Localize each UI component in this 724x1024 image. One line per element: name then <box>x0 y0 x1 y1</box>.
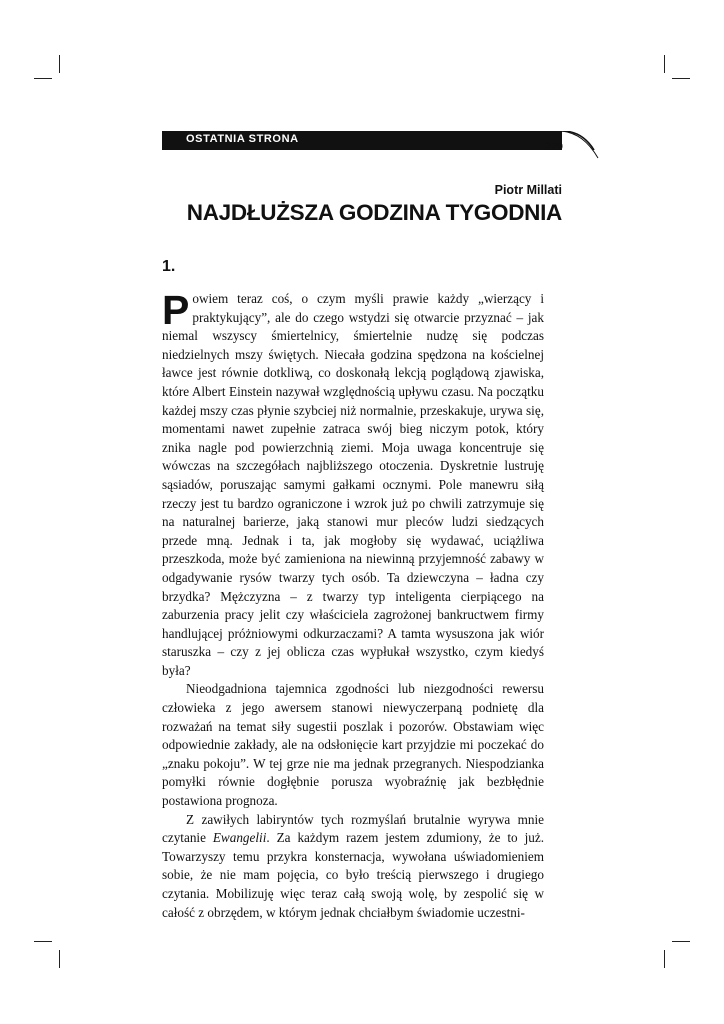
paragraph <box>162 811 544 923</box>
crop-mark <box>672 78 690 79</box>
drop-cap: P <box>162 287 190 333</box>
paragraph: Nieodgadniona tajemnica zgodności lub niezgodności rewersu człowieka z jego awersem stanowi niewyczerpaną podnietę dla rozważań na temat siły sugestii poszlak i pozorów. Obstawiam więc odpowiednie zakłady, ale na odsłonięcie kart przyjdzie mi poczekać do „znaku pokoju”. W tej grze nie ma jednak przegranych. Niespodzianka pomyłki równie dogłębnie porusza wyobraźnię jak bezbłędnie postawiona prognoza. <box>162 681 544 809</box>
article-body <box>162 287 544 922</box>
article-title: NAJDŁUŻSZA GODZINA TYGODNIA <box>186 200 562 225</box>
paragraph <box>162 287 544 680</box>
section-number: 1. <box>162 258 176 275</box>
crop-mark <box>672 941 690 942</box>
crop-mark <box>664 55 665 73</box>
paragraph-text: owiem teraz coś, o czym myśli prawie każdy „wierzący i praktykujący”, ale do czego wstydzi się otwarcie przyznać – jak niemal wszyscy śmiertelnicy, śmiertelnie nudzę się podczas niedzielnych mszy świętych. Niecała godzina spędzona na kościelnej ławce jest równie dotkliwą, co doskonałą lekcją poglądową zjawiska, które Albert Einstein nazywał względnością upływu czasu. Na początku każdej mszy czas płynie szybciej niż normalnie, przeskakuje, urywa się, momentami nawet zupełnie zatraca swój bieg niczym potok, który znika nagle pod powierzchnią ziemi. Moja uwaga koncentruje się wówczas na szczegółach najbliższego otoczenia. Dyskretnie lustruję sąsiadów, poruszając samymi gałkami ocznymi. Pole manewru siłą rzeczy jest tu bardzo ograniczone i wzrok już po chwili zatrzymuje się na naturalnej barierze, jaką stanowi mur pleców ludzi siedzących przede mną. Jednak i ta, jak mogłoby się wydawać, uciążliwa przeszkoda, może być zamieniona na niewinną przyjemność zabawy w odgadywanie rysów twarzy tych osób. Ta dziewczyna – ładna czy brzydka? Mężczyzna – z twarzy typ inteligenta cierpiącego na zaburzenia pracy jelit czy właściciela zagrożonej bankructwem firmy handlującej próżniowymi odkurzaczami? A tamta wysuszona jak wiór staruszka – czy z jej oblicza czas wypłukał wszystko, czym kiedyś była? <box>162 291 544 678</box>
paragraph-text: . Za każdym razem jestem zdumiony, że to już. Towarzyszy temu przykra konsternacja, wywołana uświadomieniem sobie, że nie mam pojęcia, co było treścią pierwszego i drugiego czytania. Mobilizuję więc teraz całą swoją wolę, by zespolić się w całość z obrzędem, w którym jednak chciałbym świadomie uczestni- <box>162 830 544 920</box>
section-label: OSTATNIA STRONA <box>186 133 299 145</box>
page-number: 279 <box>545 139 563 153</box>
crop-mark <box>59 950 60 968</box>
running-header-bar <box>162 131 562 150</box>
crop-mark <box>34 941 52 942</box>
italic-title: Ewangelii <box>212 830 267 846</box>
author-name: Piotr Millati <box>494 183 562 197</box>
crop-mark <box>34 78 52 79</box>
paragraph-text: Z zawiłych labiryntów tych rozmyślań brutalnie wyrywa mnie czytanie <box>162 811 544 846</box>
crop-mark <box>59 55 60 73</box>
crop-mark <box>664 950 665 968</box>
